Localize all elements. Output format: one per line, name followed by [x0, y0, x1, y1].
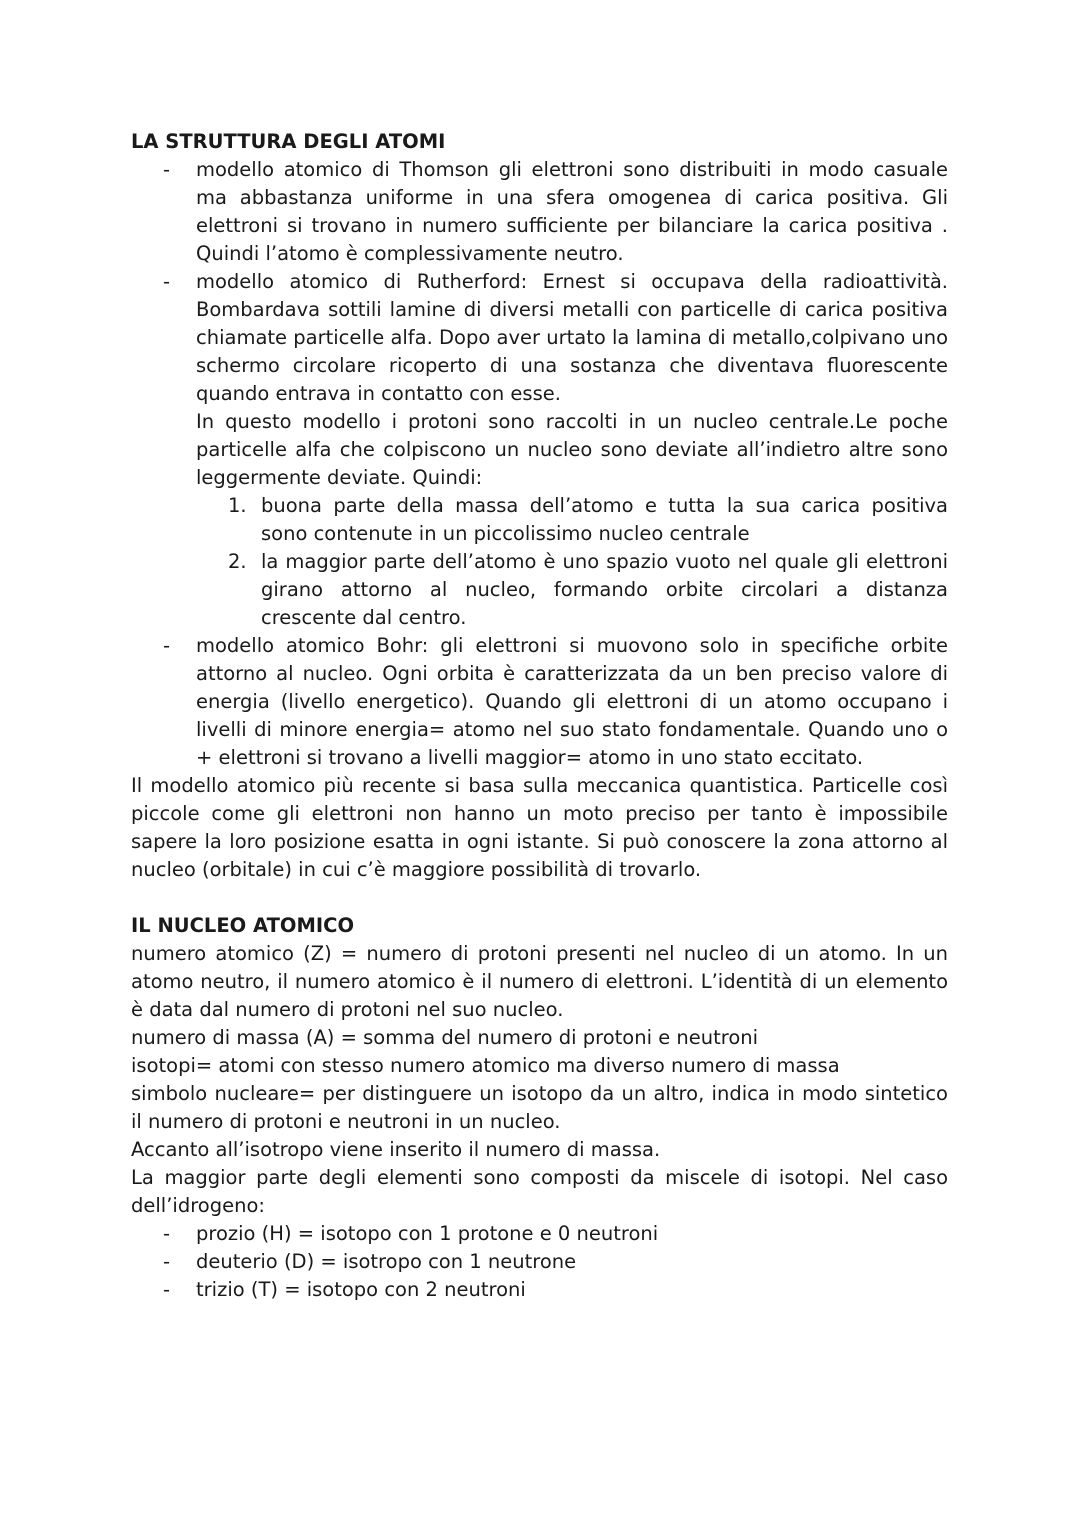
nuclear-symbol-paragraph: simbolo nucleare= per distinguere un isotopo da un altro, indica in modo sintetico il numero di protoni e neutroni in un nucleo.: [131, 1082, 948, 1133]
list-item-rutherford: [131, 268, 948, 632]
protium-text: prozio (H) = isotopo con 1 protone e 0 neutroni: [196, 1222, 659, 1245]
list-item-protium: [131, 1220, 948, 1248]
isotopes-paragraph: isotopi= atomi con stesso numero atomico ma diverso numero di massa: [131, 1054, 840, 1077]
list-item-bohr: [131, 632, 948, 772]
list-item-deuterium: [131, 1248, 948, 1276]
rutherford-extra-text: In questo modello i protoni sono raccolti in un nucleo centrale.Le poche particelle alfa che colpiscono un nucleo sono deviate all’indietro altre sono leggermente deviate. Quindi:: [196, 410, 948, 489]
rutherford-points-list: [196, 492, 948, 632]
tritium-text: trizio (T) = isotopo con 2 neutroni: [196, 1278, 526, 1301]
deuterium-text: deuterio (D) = isotropo con 1 neutrone: [196, 1250, 577, 1273]
hydrogen-intro-paragraph: La maggior parte degli elementi sono composti da miscele di isotopi. Nel caso dell’idrogeno:: [131, 1166, 948, 1217]
list-number: 2.: [228, 550, 247, 573]
rutherford-point-1: [196, 492, 948, 548]
bohr-text: modello atomico Bohr: gli elettroni si muovono solo in specifiche orbite attorno al nucleo. Ogni orbita è caratterizzata da un ben preciso valore di energia (livello energetico). Quando gli elettroni di un atomo occupano i livelli di minore energia= atomo nel suo stato fondamentale. Quando uno o + elettroni si trovano a livelli maggior= atomo in uno stato eccitato.: [196, 634, 948, 769]
atomic-number-paragraph: numero atomico (Z) = numero di protoni presenti nel nucleo di un atomo. In un atomo neutro, il numero atomico è il numero di elettroni. L’identità di un elemento è data dal numero di protoni nel suo nucleo.: [131, 942, 948, 1021]
list-item-tritium: [131, 1276, 948, 1304]
atomic-models-list: [131, 156, 948, 772]
quantum-model-paragraph: Il modello atomico più recente si basa sulla meccanica quantistica. Particelle così piccole come gli elettroni non hanno un moto preciso per tanto è impossibile sapere la loro posizione esatta in ogni istante. Si può conoscere la zona attorno al nucleo (orbitale) in cui c’è maggiore possibilità di trovarlo.: [131, 774, 948, 881]
mass-number-paragraph: numero di massa (A) = somma del numero di protoni e neutroni: [131, 1026, 759, 1049]
section-title-atomic-nucleus: IL NUCLEO ATOMICO: [131, 914, 355, 937]
section-title-atomic-structure: LA STRUTTURA DEGLI ATOMI: [131, 130, 446, 153]
document-page: [131, 128, 948, 1304]
section-spacer: [131, 884, 948, 912]
hydrogen-isotopes-list: [131, 1220, 948, 1304]
rutherford-point-2: [196, 548, 948, 632]
rutherford-text: - modello atomico di Rutherford: Ernest si occupava della radioattività. Bombardava sottili lamine di diversi metalli con particelle di carica positiva chiamate particelle alfa. Dopo aver urtato la lamina di metallo,colpivano uno schermo circolare ricoperto di una sostanza che diventava fluorescente quando entrava in contatto con esse.: [196, 270, 948, 405]
rutherford-point-text: buona parte della massa dell’atomo e tutta la sua carica positiva sono contenute in un piccolissimo nucleo centrale: [261, 494, 948, 545]
mass-number-note-paragraph: Accanto all’isotropo viene inserito il numero di massa.: [131, 1138, 661, 1161]
list-number: 1.: [228, 494, 247, 517]
rutherford-point-text: la maggior parte dell’atomo è uno spazio vuoto nel quale gli elettroni girano attorno al nucleo, formando orbite circolari a distanza crescente dal centro.: [261, 550, 948, 629]
thomson-text: modello atomico di Thomson gli elettroni sono distribuiti in modo casuale ma abbastanza uniforme in una sfera omogenea di carica positiva. Gli elettroni si trovano in numero sufficiente per bilanciare la carica positiva . Quindi l’atomo è complessivamente neutro.: [196, 158, 948, 265]
list-item-thomson: [131, 156, 948, 268]
